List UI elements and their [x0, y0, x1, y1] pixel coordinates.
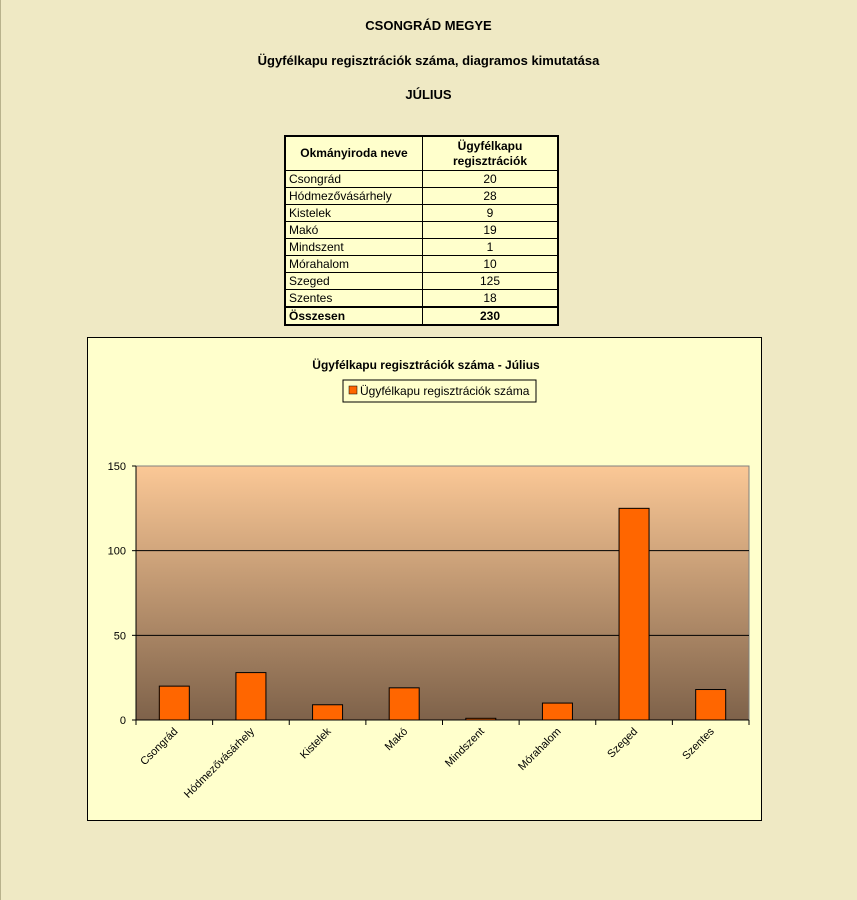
table-row	[285, 205, 558, 222]
col-header-office: Okmányiroda neve	[285, 136, 423, 171]
registration-count-cell: 20	[423, 171, 559, 188]
bar-csongrád	[159, 686, 189, 720]
x-tick-labels	[136, 720, 749, 801]
office-name-cell: Szentes	[285, 290, 423, 308]
table-row	[285, 171, 558, 188]
registration-count-cell: 19	[423, 222, 559, 239]
bar-hódmezővásárhely	[236, 673, 266, 720]
registration-count-cell: 1	[423, 239, 559, 256]
county-title: CSONGRÁD MEGYE	[365, 18, 492, 33]
legend	[343, 380, 536, 402]
total-label: Összesen	[285, 307, 423, 325]
x-tick-label: Szentes	[680, 725, 717, 763]
registration-count-cell: 125	[423, 273, 559, 290]
bar-szentes	[696, 690, 726, 720]
x-tick-label: Mindszent	[442, 725, 487, 770]
office-name-cell: Szeged	[285, 273, 423, 290]
table-row	[285, 273, 558, 290]
x-tick-label: Csongrád	[138, 725, 181, 768]
month-title: JÚLIUS	[405, 87, 452, 102]
office-name-cell: Mindszent	[285, 239, 423, 256]
registration-count-cell: 18	[423, 290, 559, 308]
registration-count-cell: 9	[423, 205, 559, 222]
total-value: 230	[423, 307, 559, 325]
office-name-cell: Mórahalom	[285, 256, 423, 273]
x-tick-label: Kistelek	[297, 725, 334, 762]
table-header-row	[285, 136, 558, 171]
col-header-registrations	[423, 136, 559, 171]
bar-makó	[389, 688, 419, 720]
y-tick-labels	[108, 461, 136, 727]
office-name-cell: Csongrád	[285, 171, 423, 188]
x-tick-label: Szeged	[605, 725, 641, 761]
office-name-cell: Hódmezővásárhely	[285, 188, 423, 205]
bar-chart	[88, 338, 763, 822]
registration-table	[284, 135, 559, 326]
x-tick-label: Makó	[382, 725, 411, 754]
table-row	[285, 290, 558, 308]
registration-count-cell: 28	[423, 188, 559, 205]
office-name-cell: Makó	[285, 222, 423, 239]
y-tick-label: 50	[113, 630, 126, 643]
col-header-line2: regisztrációk	[452, 153, 528, 168]
office-name-cell: Kistelek	[285, 205, 423, 222]
table-row	[285, 188, 558, 205]
table-body	[285, 171, 558, 308]
plot-area	[136, 466, 749, 720]
x-tick-label: Mórahalom	[516, 725, 564, 774]
legend-label: Ügyfélkapu regisztrációk száma	[360, 384, 530, 398]
report-subtitle: Ügyfélkapu regisztrációk száma, diagramos kimutatása	[257, 53, 600, 68]
table-row	[285, 256, 558, 273]
legend-swatch	[349, 386, 357, 394]
x-tick-label: Hódmezővásárhely	[181, 725, 258, 801]
left-border	[0, 0, 1, 900]
bar-mórahalom	[542, 703, 572, 720]
bar-szeged	[619, 508, 649, 720]
y-tick-label: 0	[119, 715, 126, 727]
chart-title: Ügyfélkapu regisztrációk száma - Július	[312, 358, 540, 372]
y-tick-label: 150	[107, 461, 126, 473]
y-tick-label: 100	[107, 545, 126, 558]
chart-panel	[87, 337, 762, 821]
registration-count-cell: 10	[423, 256, 559, 273]
bar-kistelek	[313, 705, 343, 720]
table-row	[285, 239, 558, 256]
table-total-row	[285, 307, 558, 325]
col-header-line1: Ügyfélkapu	[457, 138, 523, 153]
table-row	[285, 222, 558, 239]
